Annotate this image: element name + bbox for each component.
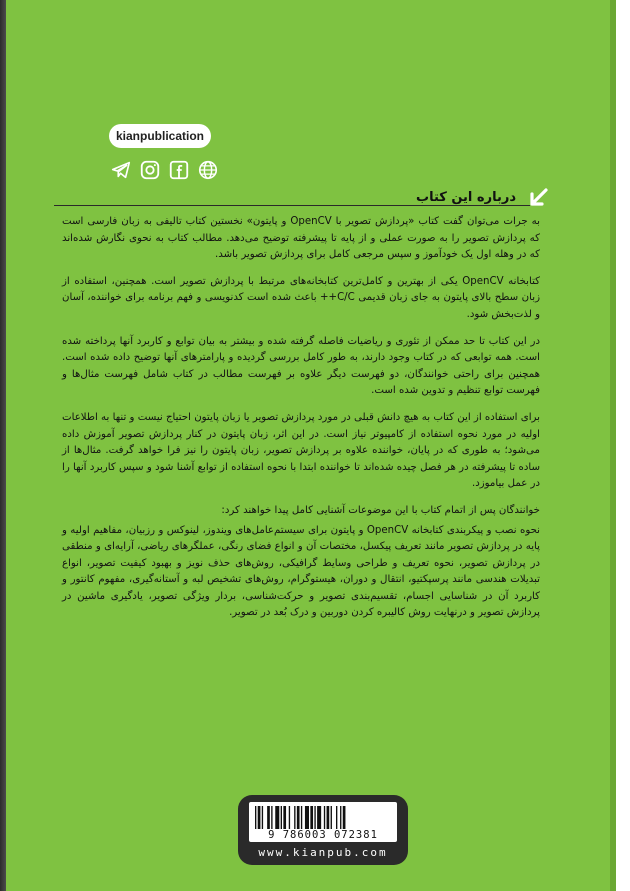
book-description [62, 214, 540, 632]
barcode-bar [294, 806, 295, 829]
barcode-bar [327, 806, 330, 829]
barcode-bar [331, 806, 332, 829]
barcode-bar [340, 806, 341, 829]
instagram-icon [139, 159, 161, 181]
barcode-bar [317, 806, 321, 829]
barcode-bar [267, 806, 270, 829]
social-icons [110, 159, 219, 183]
barcode-bar [301, 806, 302, 829]
heading-rule [54, 205, 530, 206]
paragraph-topics: نحوه نصب و پیکربندی کتابخانه OpenCV و پایتون برای سیستم‌عامل‌های ویندوز، لینوکس و رزبیان، مفاهیم اولیه و پایه در پردازش تصویر مانند تعریف پیکسل، مختصات آن و انواع فضای رنگی، عملگرهای ریاضی، آرایه‌ای و منطقی در پردازش تصویر، نحوه تعریف و طراحی وسایط گرافیکی، روش‌های حذف نویز و بهبود کیفیت تصویر، انواع تبدیلات هندسی مانند پرسپکتیو، انتقال و دوران، هیستوگرام، روش‌های تشخیص لبه و آستانه‌گیری، مفهوم کانتور و کاربرد آن در شناسایی اجسام، تقسیم‌بندی تصویر و حرکت‌شناسی، بردار ویژگی تصویر، یادگیری ماشین در پردازش تصویر و درنهایت روش کالیبره کردن دوربین و درک بُعد در تصویر. [62, 524, 540, 619]
paragraph-prerequisites: برای استفاده از این کتاب به هیچ دانش قبلی در مورد پردازش تصویر یا زبان پایتون احتیاج نیست و تنها به اطلاعات اولیه در مورد نحوه استفاده از کامپیوتر نیاز است. در این اثر، زبان پایتون در کنار پردازش تصویر آموزش داده می‌شود؛ به طوری که در پایان، خواننده علاوه بر پردازش تصویر، زبان پایتون را نیز فرا خواهد گرفت. مثال‌ها از ساده تا پیشرفته در هر فصل چیده شده‌اند تا خواننده ابتدا با نحوه استفاده از توابع آشنا شود و سپس کاربرد آنها را در عمل بیاموزد. [62, 411, 540, 490]
barcode-bar [275, 806, 279, 829]
heading-title: درباره این کتاب [416, 190, 516, 205]
barcode-number: 9 786003 072381 [268, 829, 378, 841]
barcode-bar [324, 806, 325, 829]
paragraph-outcomes-intro: خوانندگان پس از اتمام کتاب با این موضوعات آشنایی کامل پیدا خواهند کرد: [221, 504, 540, 516]
barcode-bars [255, 806, 391, 829]
arrow-icon [526, 186, 552, 212]
barcode-bar [336, 806, 337, 829]
barcode-bar [289, 806, 290, 829]
paragraph-intro: به جرات می‌توان گفت کتاب «پردازش تصویر با OpenCV و پایتون» نخستین کتاب تالیفی به زبان فارسی است که پردازش تصویر را به صورت عملی و از پایه تا پیشرفته توضیح می‌دهد. مطالب کتاب به نحوی نگارش شده‌اند که در وهله اول یک خودآموز و سپس مرجعی کامل برای پردازش تصویر باشد. [62, 216, 540, 261]
barcode-bar [255, 806, 256, 829]
barcode-bar [314, 806, 315, 829]
website-url: www.kianpub.com [258, 846, 388, 859]
telegram-icon [110, 159, 132, 181]
globe-icon [197, 159, 219, 181]
facebook-icon [168, 159, 190, 181]
cover-edge [610, 0, 616, 891]
back-cover [6, 0, 616, 891]
barcode-bar [283, 806, 286, 829]
barcode-bar [297, 806, 300, 829]
barcode-bar [310, 806, 313, 829]
barcode-bar [262, 806, 263, 829]
publisher-handle: kianpublication [109, 124, 211, 148]
barcode-bar [281, 806, 282, 829]
barcode-bar [305, 806, 309, 829]
barcode-bar [271, 806, 272, 829]
paragraph-approach: در این کتاب تا حد ممکن از تئوری و ریاضیات فاصله گرفته شده و بیشتر به بیان توابع و کاربرد آنها پرداخته شده است. همه توابعی که در کتاب وجود دارند، به طور کامل بررسی گردیده و پارامترهای آنها توضیح داده شده است. همچنین برای راحتی خوانندگان، دو فهرست دیگر علاوه بر فهرست مطالب در کتاب شامل فهرست مثال‌ها و فهرست توابع تنظیم و تدوین شده است. [62, 335, 540, 397]
barcode [249, 802, 397, 842]
section-heading [6, 186, 602, 212]
barcode-bar [258, 806, 261, 829]
paragraph-opencv: کتابخانه OpenCV یکی از بهترین و کامل‌ترین کتابخانه‌های مرتبط با پردازش تصویر است. همچنین، استفاده از زبان سطح بالای پایتون به جای زبان قدیمی C/C++ باعث شده است کدنویسی و فهم برنامه برای خواننده، آسان و لذت‌بخش شود. [62, 275, 540, 320]
barcode-bar [343, 806, 346, 829]
